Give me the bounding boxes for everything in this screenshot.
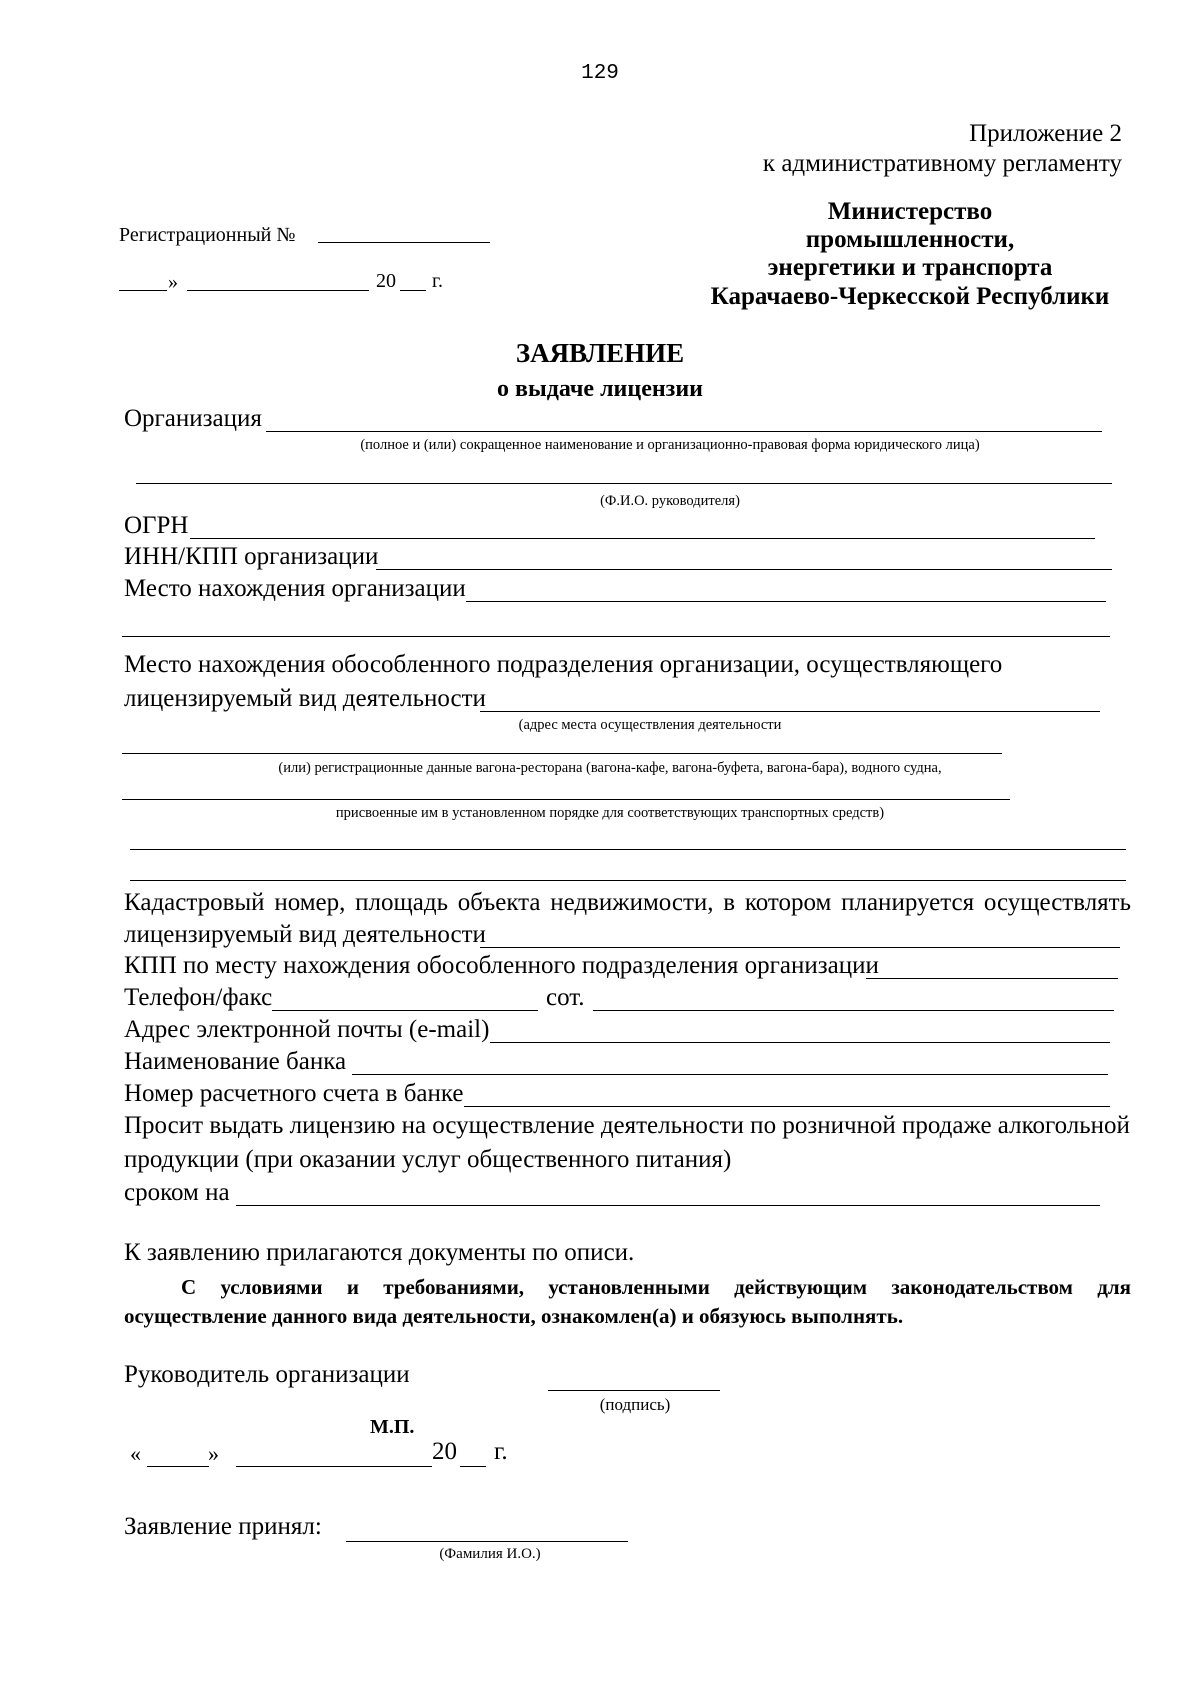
acknowledgement-line2: осуществление данного вида деятельности, ознакомлен(а) и обязуюсь выполнять.: [124, 1304, 904, 1328]
branch-label-line1: Место нахождения обособленного подразделения организации, осуществляющего: [124, 651, 1003, 678]
document-subtitle: о выдаче лицензии: [497, 376, 703, 402]
phone-label: Телефон/факс: [124, 984, 273, 1011]
received-label: Заявление принял:: [124, 1513, 322, 1540]
mobile-label: сот.: [546, 984, 585, 1011]
mobile-line[interactable]: [593, 1010, 1114, 1011]
cadastral-line[interactable]: [480, 947, 1120, 948]
ministry-line4: Карачаево-Черкесской Республики: [710, 283, 1110, 310]
appendix-line2: к административному регламенту: [762, 150, 1122, 177]
signature-date-close-quote: »: [208, 1441, 219, 1466]
branch-hint1: (адрес места осуществления деятельности: [518, 717, 782, 733]
account-label: Номер расчетного счета в банке: [124, 1080, 464, 1107]
branch-label-line2: лицензируемый вид деятельности: [124, 685, 486, 712]
attachments-text: К заявлению прилагаются документы по описи.: [124, 1239, 635, 1266]
kpp-branch-line[interactable]: [866, 978, 1118, 979]
location-line2[interactable]: [122, 636, 1110, 637]
appendix-line1: Приложение 2: [969, 120, 1122, 147]
director-label: Руководитель организации: [124, 1361, 410, 1388]
registration-year-suffix: г.: [432, 270, 443, 292]
location-line[interactable]: [466, 601, 1106, 602]
document-title: ЗАЯВЛЕНИЕ: [515, 338, 685, 368]
signature-day-line[interactable]: [147, 1466, 209, 1467]
registration-month-line[interactable]: [187, 290, 369, 291]
signature-year-suffix: г.: [494, 1438, 508, 1465]
page-number: 129: [581, 62, 619, 85]
term-line[interactable]: [236, 1205, 1100, 1206]
inn-kpp-label: ИНН/КПП организации: [124, 543, 379, 570]
ministry-line3: энергетики и транспорта: [767, 254, 1053, 281]
acknowledgement-line1: С условиями и требованиями, установленными действующим законодательством для: [181, 1275, 1131, 1299]
signature-line[interactable]: [548, 1390, 720, 1391]
director-line[interactable]: [136, 483, 1112, 484]
bank-label: Наименование банка: [124, 1048, 347, 1075]
organization-line[interactable]: [266, 431, 1102, 432]
organization-label: Организация: [124, 405, 262, 432]
ministry-line2: промышленности,: [805, 226, 1015, 253]
signature-hint: (подпись): [599, 1395, 671, 1414]
registration-label: Регистрационный №: [119, 224, 296, 246]
registration-number-line[interactable]: [318, 242, 490, 243]
email-line[interactable]: [490, 1042, 1110, 1043]
cadastral-label-line1: Кадастровый номер, площадь объекта недвижимости, в котором планируется осуществлять: [124, 889, 1131, 916]
ogrn-line[interactable]: [190, 538, 1095, 539]
branch-hint3: присвоенные им в установленном порядке для соответствующих транспортных средств): [335, 805, 885, 821]
stamp-label: М.П.: [370, 1416, 415, 1438]
registration-day-line[interactable]: [119, 290, 167, 291]
location-label: Место нахождения организации: [124, 575, 466, 602]
cadastral-label-line2: лицензируемый вид деятельности: [124, 921, 486, 948]
term-label: сроком на: [124, 1179, 230, 1206]
ogrn-label: ОГРН: [124, 512, 189, 539]
inn-kpp-line[interactable]: [376, 569, 1112, 570]
branch-line5[interactable]: [130, 880, 1126, 881]
branch-hint2: (или) регистрационные данные вагона-ресторана (вагона-кафе, вагона-буфета, вагона-бара), водного судна,: [278, 760, 942, 776]
received-hint: (Фамилия И.О.): [439, 1546, 541, 1562]
email-label: Адрес электронной почты (e-mail): [124, 1016, 490, 1043]
registration-year-prefix: 20: [376, 270, 396, 292]
branch-line2[interactable]: [122, 753, 1002, 754]
account-line[interactable]: [464, 1106, 1110, 1107]
phone-line[interactable]: [272, 1010, 538, 1011]
signature-month-line[interactable]: [236, 1466, 432, 1467]
request-line1: Просит выдать лицензию на осуществление деятельности по розничной продаже алкогольной: [124, 1112, 1130, 1139]
request-line2: продукции (при оказании услуг общественного питания): [124, 1146, 732, 1173]
branch-line4[interactable]: [130, 849, 1126, 850]
registration-year-line[interactable]: [400, 290, 426, 291]
signature-date-open-quote: «: [130, 1441, 141, 1466]
registration-date-quote: »: [168, 271, 178, 293]
received-line[interactable]: [346, 1541, 628, 1542]
organization-hint: (полное и (или) сокращенное наименование и организационно-правовая форма юридического лица): [360, 437, 980, 453]
director-hint: (Ф.И.О. руководителя): [600, 493, 740, 509]
signature-year-prefix: 20: [432, 1438, 457, 1465]
bank-line[interactable]: [352, 1074, 1108, 1075]
signature-year-line[interactable]: [460, 1466, 486, 1467]
kpp-branch-label: КПП по месту нахождения обособленного подразделения организации: [124, 952, 879, 979]
ministry-line1: Министерство: [827, 198, 993, 225]
branch-line3[interactable]: [122, 799, 1010, 800]
branch-line[interactable]: [480, 711, 1100, 712]
